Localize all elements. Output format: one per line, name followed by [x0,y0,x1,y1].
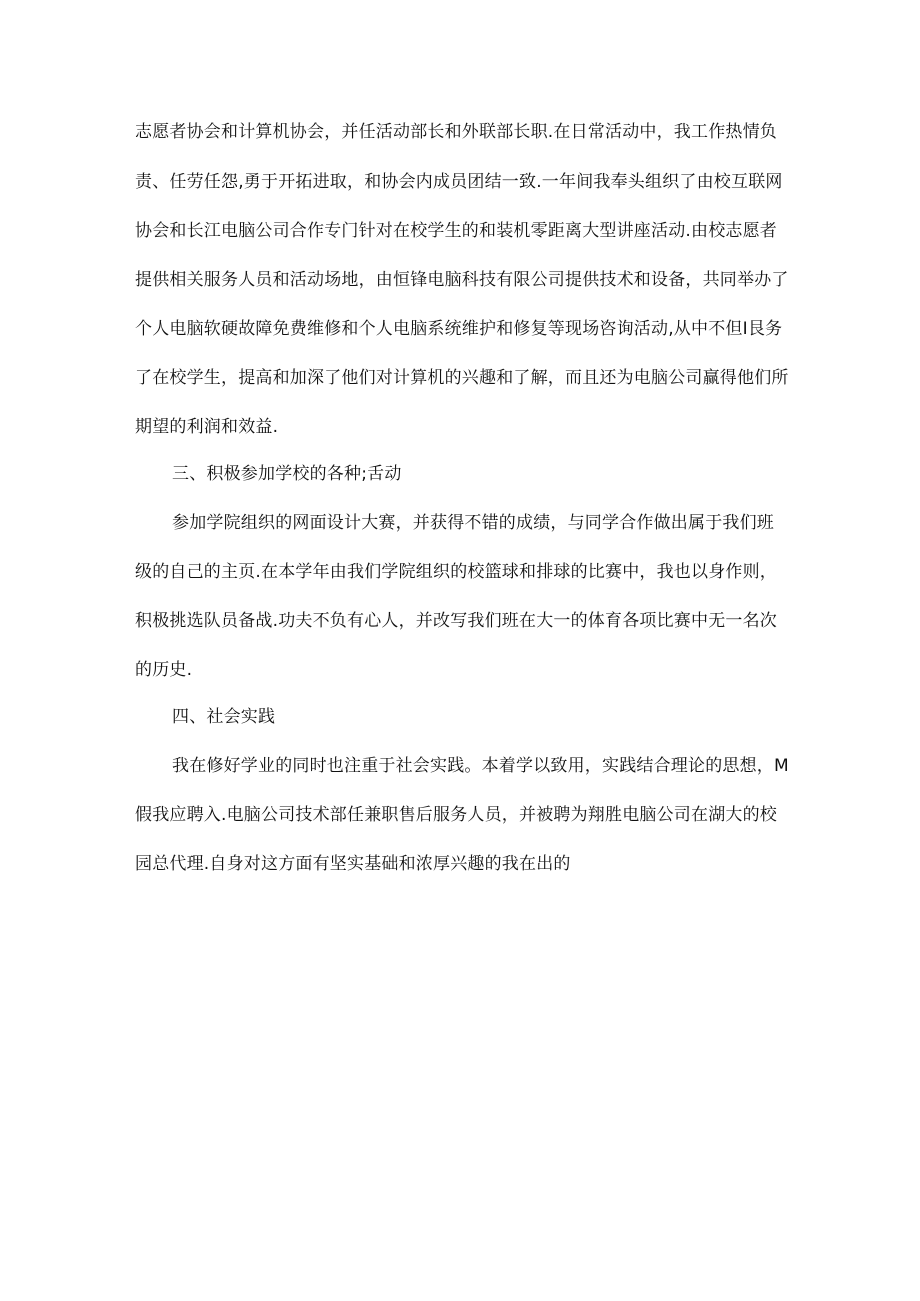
paragraph-line: 参加学院组织的网面设计大赛，并获得不错的成绩，与同学合作做出属于我们班 [172,513,774,533]
paragraph-line: 提供相关服务人员和活动场地，由恒锋电脑科技有限公司提供技术和设备，共同举办了 [135,270,789,290]
paragraph-line: 了在校学生，提高和加深了他们对计算机的兴趣和了解，而且还为电脑公司赢得他们所 [135,368,789,388]
paragraph-line: 协会和长江电脑公司合作专门针对在校学生的和装机零距离大型讲座活动.由校志愿者 [135,221,778,241]
paragraph-line: 责、任劳任怨,勇于开拓进取，和协会内成员团结一致.一年间我奉头组织了由校互联网 [135,172,783,192]
paragraph-line: 级的自己的主页.在本学年由我们学院组织的校篮球和排球的比赛中，我也以身作则， [135,562,778,582]
paragraph-line: 积极挑选队员备战.功夫不负有心人，并改写我们班在大一的体育各项比赛中无一名次 [135,611,778,631]
paragraph-line: 假我应聘入.电脑公司技术部任兼职售后服务人员，并被聘为翔胜电脑公司在湖大的校 [135,805,778,825]
paragraph-line: 的历史. [135,660,193,680]
paragraph-line: 园总代理.自身对这方面有坚实基础和浓厚兴趣的我在出的 [135,854,571,874]
section-heading: 四、社会实践 [172,707,276,727]
paragraph-line: 个人电脑软硬故障免费维修和个人电脑系统维护和修复等现场咨询活动,从中不但I艮务 [135,319,783,339]
section-heading: 三、积极参加学校的各种;舌动 [172,464,402,484]
paragraph-line: 我在修好学业的同时也注重于社会实践。本着学以致用，实践结合理论的思想，M [172,756,789,776]
paragraph-line: 期望的利润和效益. [135,417,279,437]
paragraph-line: 志愿者协会和计算机协会，并任活动部长和外联部长职.在日常活动中，我工作热情负 [135,122,778,142]
